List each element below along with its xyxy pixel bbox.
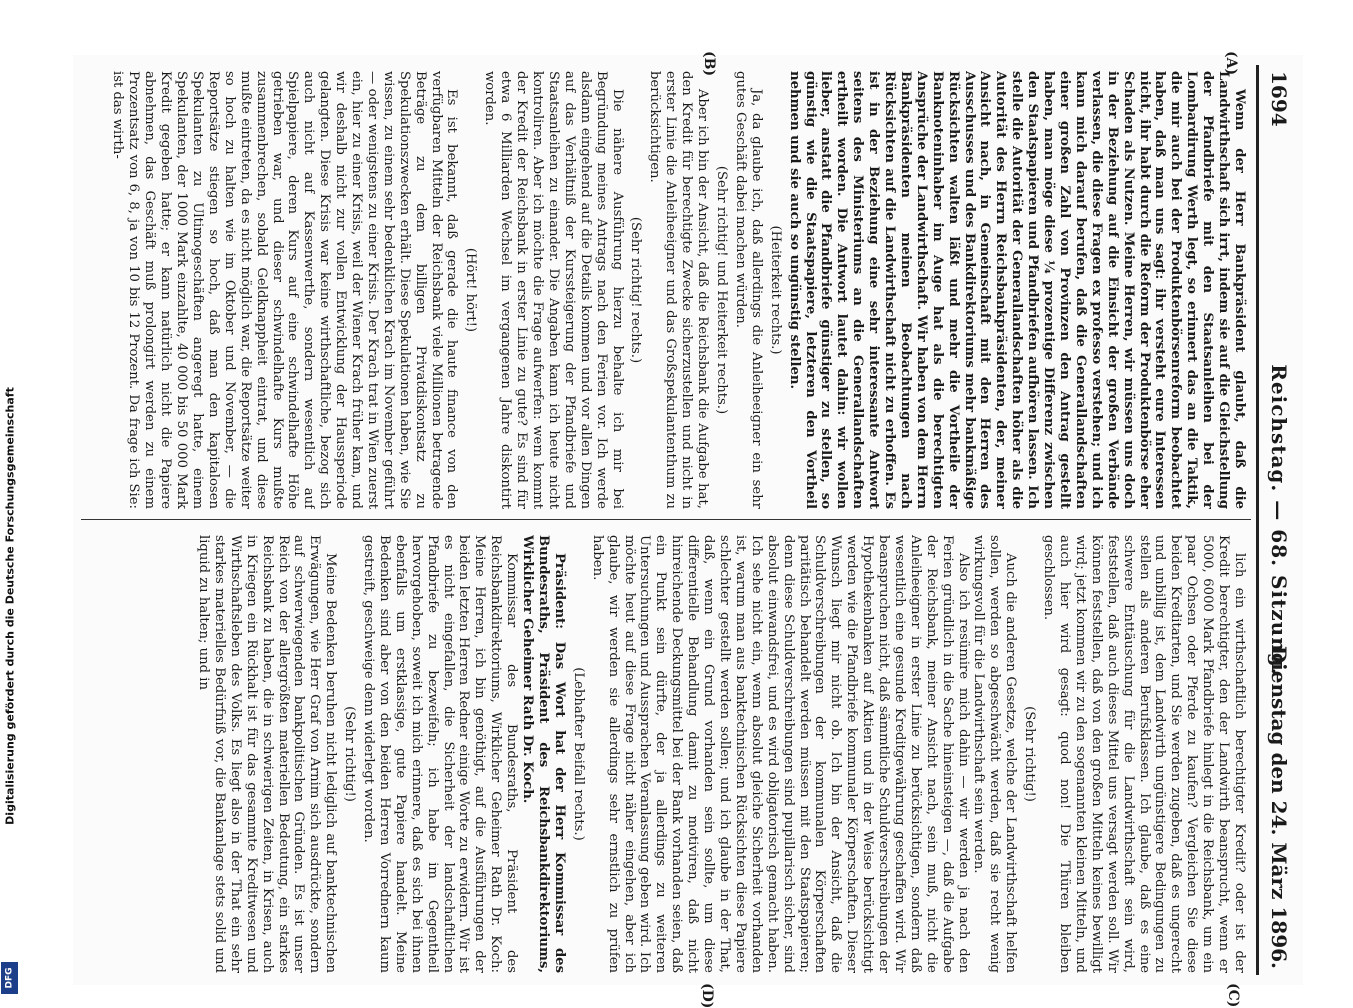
interjection: (Lebhafter Beifall rechts.) bbox=[570, 667, 586, 841]
paragraph: lich ein wirthschaftlich berechtigter Kredit? oder ist der Kredit berechtigter, den der Landwirth beansprucht, wenn er 5000, 6000 Mark Pfandbriefe hinlegt in die Reichsbank, um ein paar Ochsen oder Pferde zu kaufen? Vergleichen Sie diese beiden Kreditarten, und Sie werden zugeben, daß es ungerecht und unbillig ist, dem Landwirth ungünstigere Bedingungen zu stellen als anderen Berufsklassen. Ich glaube, daß es eine schwere Enttäuschung für die Landwirthschaft sein wird, feststellen, daß auch dieses Mittel uns versagt werden soll. Wir können feststellen, daß von den großen Mitteln keines bewilligt wird; jetzt kommen wir zu den sogenannten kleinen Mitteln, und auch hier wird gesagt: quod non! Die Thüren bleiben geschlossen. bbox=[1041, 535, 1247, 973]
interjection: (Sehr richtig!) bbox=[1022, 706, 1038, 802]
dfg-logo-text: DFG bbox=[4, 967, 15, 989]
interjection: (Heiterkeit rechts.) bbox=[767, 225, 783, 355]
page-header bbox=[1261, 65, 1295, 975]
paragraph: Es ist bekannt, daß gerade die haute finance von den verfügbaren Mitteln der Reichsbank viele Millionen betragende Beträge zu dem billigen Privatdiskontsatz zu Spekulationszwecken erhält. Diese Spekulationen haben, wie Sie wissen, zu einem sehr bedenklichen Krach im November geführt — oder wenigstens zu einer Krisis. Der Krach trat in Wien zuerst ein, hier zu einer Krisis, weil der Wiener Krach früher kam, und wir deshalb nicht zur vollen Entwicklung der Haussperiode gelangten. Diese Krisis war keine wirthschaftliche, bezog sich auch nicht auf Kassenwerthe, sondern wesentlich auf Spielpapiere, deren Kurs auf eine schwindelhafte Höhe getrieben war, und dieser schwindelhafte Kurs mußte zusammenbrechen, sobald Geldknappheit eintrat, und diese mußte eintreten, da es nicht möglich war, die Reportsätze weiter so hoch zu halten wie im Oktober und November, — die Reportsätze stiegen so hoch, daß man den kapitalosen Spekulanten zu Ultimogeschäften angeregt hatte, einem Spekulanten, der 1000 Mark einzahlte, 40 000 bis 50 000 Mark Kredit gegeben hatte; er kann natürlich nicht die Papiere abnehmen, das Geschäft muß prolongirt werden zu einem Prozentsatz von 6, 8, ja von 10 bis 12 Prozent. Da frage ich Sie: ist das wirth- bbox=[110, 71, 460, 509]
interjection: (Sehr richtig! und Heiterkeit rechts.) bbox=[714, 165, 729, 415]
header-rule bbox=[1256, 65, 1259, 975]
column-divider bbox=[81, 519, 1251, 520]
paragraph: Auch die anderen Gesetze, welche der Landwirthschaft helfen sollen, werden so abgeschwächt werden, daß sie recht wenig wirkungsvoll für die Landwirthschaft sein werden. bbox=[971, 535, 1019, 973]
right-column bbox=[87, 535, 1247, 973]
paragraph: Ja, da glaube ich, daß allerdings die Anleiheeigner ein sehr gutes Geschäft dabei machen würden. bbox=[732, 71, 764, 509]
paragraph: Meine Bedenken beruhen nicht lediglich auf banktechnischen Erwägungen, wie Herr Graf von Arnim sich ausdrückte, sondern auf schwerwiegenden bankpolitischen Gründen. Es ist unser Reich von der allergrößten materiellen Bedeutung, ein starkes Reichsbank zu haben, die in schwierigen Zeiten, in Krisen, auch in Kriegen ein Rückhalt ist für das gesammte Kreditwesen und Wirthschaftsleben des Volks. Es liegt also in der That ein sehr starkes materielles Bedürfniß vor, die Bankanlage stets solid und liquid zu halten; und in bbox=[196, 535, 339, 973]
digitization-footer bbox=[0, 0, 20, 1000]
paragraph: Präsident: Das Wort hat der Herr Kommissar des Bundesraths, Präsident des Reichsbankdirektoriums, Wirklicher Geheimer Rath Dr. Koch. bbox=[520, 535, 567, 973]
paragraph: Wenn der Herr Bankpräsident glaubt, daß die Landwirthschaft sich irrt, indem sie auf die Gleichstellung der Pfandbriefe mit den Staatsanleihen bei der Lombardirung Werth legt, so erinnert das an die Taktik, die mir auch bei der Produktenbörsenreform beobachtet haben, daß man uns sagt: ihr versteht eure Interessen nicht, ihr habt durch die Reform der Produktenbörse eher Schaden als Nutzen. Meine Herren, wir müssen uns doch in der Beziehung auf die Einsicht der großen Verbände verlassen, die diese Fragen ex professo verstehen; und ich kann mich darauf berufen, daß die Generallandschaften einer großen Zahl von Provinzen den Antrag gestellt haben, man möge diese ¼ prozentige Differenz zwischen den Staatspapieren und Pfandbriefen aufhören lassen. Ich stelle die Autorität der Generallandschaften höher als die Autorität des Herrn Reichsbankpräsidenten, der, meiner Ansicht nach, in Gemeinschaft mit den Herren des Ausschusses und des Bankdirektoriums mehr bankmäßige Rücksichten walten läßt und mehr die Vortheile der Banknoteninhaber im Auge hat als die berechtigten Ansprüche der Landwirthschaft. Wir haben von dem Herrn Bankpräsidenten meinen Beobachtungen nach Rücksichten auf die Landwirthschaft nicht zu erhoffen. Es ist in der Beziehung eine sehr interessante Antwort seitens des Ministeriums an die Generallandschaften ertheilt worden. Die Antwort lautet dahin: wir wollen lieber, anstatt die Pfandbriefe günstiger zu stellen, so günstig wie die Staatspapiere, letzteren den Vortheil nehmen und sie auch so ungünstig stellen. bbox=[786, 71, 1247, 509]
interjection: (Sehr richtig!) bbox=[342, 706, 358, 802]
session-date: Dienstag den 24. März 1896. bbox=[1267, 645, 1291, 969]
margin-marker-d: (D) bbox=[699, 983, 715, 1008]
paragraph: Die nähere Ausführung hierzu behalte ich mir bei Begründung meines Antrags nach den Ferien vor. Ich werde alsdann eingehend auf die Details kommen und vor allen Dingen auf das Verhältniß der Kurssteigerung der Pfandbriefe und Staatsanleihen zu einander. Die Angaben kann ich heute nicht kontroliren. Aber ich möchte die Frage aufwerfen: wem kommt der Kredit der Reichsbank in erster Linie zu gute? Es sind für etwa 6 Milliarden Wechsel im vergangenen Jahre diskontirt worden. bbox=[482, 71, 625, 509]
funding-credit: Digitalisierung gefördert durch die Deutsche Forschungsgemeinschaft bbox=[3, 387, 17, 825]
margin-marker-c: (C) bbox=[1225, 983, 1241, 1008]
paragraph: Also ich resümire mich dahin — wir werden ja nach den Ferien gründlich in die Sache hineinsteigen —, daß die Aufgabe der Reichsbank, meiner Ansicht nach, sein muß, nicht die Anleiheeigner in erster Linie zu berücksichtigen, sondern daß wesentlich eine gesunde Kreditgewährung geschaffen wird. Wir beanspruchen nicht, daß sämmtliche Schuldverschreibungen der Hypothekenbanken auf Aktien und in der Weise berücksichtigt werden wie die Pfandbriefe kommunaler Körperschaften. Dieser Wunsch liegt mir nicht ob. Ich bin der Ansicht, daß die Schuldverschreibungen der kommunalen Körperschaften paritätisch behandelt werden müssen mit den Staatspapieren; denn diese Schuldverschreibungen sind pupillarisch sicher, sind absolut einwandsfrei, und es wird obligatorisch gemacht haben. Ich sehe nicht ein, wenn absolut gleiche Sicherheit vorhanden ist, warum man aus banktechnischen Rücksichten diese Papiere schlechter gestellt werden sollen; und ich glaube in der That, daß, wenn ein Grund vorhanden sein sollte, um diese differentielle Behandlung damit zu motiviren, daß nicht hinreichende Deckungsmittel bei der Bank vorhanden seien, daß ein Punkt sein dürfte, der ja allerdings zu weiteren Untersuchungen und Aussprachen Veranlassung geben wird. Ich möchte heut auf diese Frage nicht näher eingehen, aber ich glaube, wir werden sie allerdings sehr ernstlich zu prüfen haben. bbox=[589, 535, 971, 973]
dfg-logo bbox=[1, 962, 18, 994]
document-page bbox=[73, 51, 1303, 1008]
margin-marker-a: (A) bbox=[1223, 51, 1239, 76]
page-number: 1694 bbox=[1267, 71, 1291, 127]
session-title: Reichstag. — 68. Sitzung. bbox=[1267, 364, 1291, 676]
paragraph: Kommissar des Bundesraths, Präsident des Reichsbankdirektoriums, Wirklicher Geheimer Rath Dr. Koch: Meine Herren, ich bin genöthigt, auf die Ausführungen der beiden letzten Herren Redner einige Worte zu erwidern. Wir ist es nicht eingefallen, die Sicherheit der landschaftlichen Pfandbriefe zu bezweifeln; ich habe im Gegentheil hervorgehoben, soweit ich mich erinnere, daß es sich bei ihnen ebenfalls um erstklassige, gute Papiere handelt. Meine Bedenken sind aber von den beiden Herren Vorrednern kaum gestreift, geschweige denn widerlegt worden. bbox=[361, 535, 520, 973]
interjection: (Hört! hört!) bbox=[463, 247, 479, 333]
left-column bbox=[87, 71, 1247, 509]
interjection: (Sehr richtig! rechts.) bbox=[628, 216, 644, 364]
margin-marker-b: (B) bbox=[701, 51, 717, 77]
paragraph: Aber ich bin der Ansicht, daß die Reichsbank die Aufgabe hat, den Kredit für berechtigte Zwecke sicherzustellen und nicht in erster Linie die Anleiheeigner und das Großspekulantenthum zu berücksichtigen. bbox=[647, 71, 711, 509]
